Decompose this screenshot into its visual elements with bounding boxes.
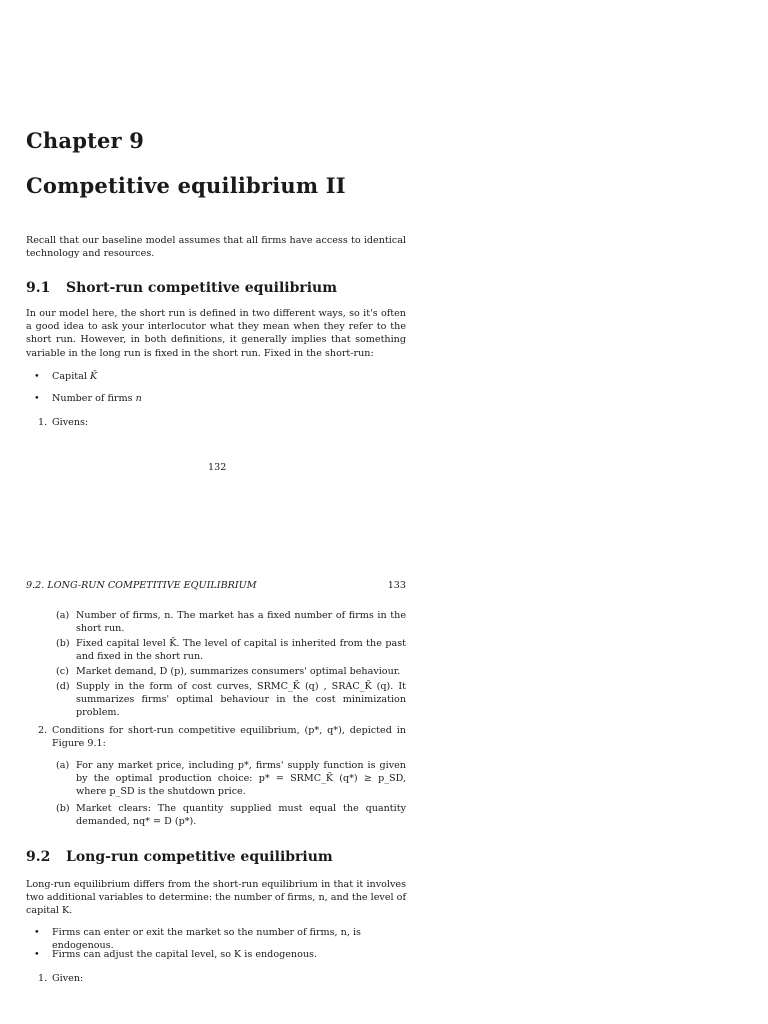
condition-item-b	[26, 802, 406, 828]
bullet-firms-text: Number of firms	[52, 393, 136, 404]
enum-label: 1.	[38, 973, 48, 984]
enum-label: 2.	[38, 725, 48, 736]
bullet-capital	[26, 370, 406, 383]
given-item-a	[26, 609, 406, 635]
item-label: (b)	[56, 638, 70, 649]
section-9-2-paragraph: Long-run equilibrium differs from the short-run equilibrium in that it involves two additional variables to determine: the number of firms, n, and the level of capital K.	[26, 879, 406, 917]
bullet-capital-text: Capital	[52, 371, 90, 382]
item-label: (c)	[56, 666, 69, 677]
intro-paragraph: Recall that our baseline model assumes that all firms have access to identical technology and resources.	[26, 235, 406, 260]
enum-item-givens	[26, 416, 406, 429]
conditions-list	[26, 759, 406, 828]
section-title: Long-run competitive equilibrium	[66, 849, 333, 865]
enum-item-given	[26, 972, 406, 985]
chapter-title: Competitive equilibrium II	[26, 173, 346, 198]
bullet-firms-endogenous: • Firms can enter or exit the market so the number of firms, n, is endogenous.	[26, 926, 406, 952]
given-item-c	[26, 665, 406, 678]
condition-item-a	[26, 759, 406, 798]
given-item-d	[26, 680, 406, 719]
item-label: (d)	[56, 681, 70, 692]
enum-text: Givens:	[52, 417, 89, 428]
enum-text: Conditions for short-run competitive equilibrium, (p*, q*), depicted in Figure 9.1:	[52, 725, 406, 749]
chapter-number: Chapter 9	[26, 128, 145, 153]
enum-label: 1.	[38, 417, 48, 428]
section-heading-9-2	[26, 849, 406, 865]
enum-text: Given:	[52, 973, 84, 984]
page-number-132: 132	[208, 462, 227, 473]
firms-symbol: n	[135, 393, 142, 404]
section-heading-9-1	[26, 280, 406, 296]
section-9-1-paragraph: In our model here, the short run is defined in two different ways, so it's often a good idea to ask your interlocutor what they mean when they refer to the short run. However, in both definitions, it generally implies that something variable in the long run is fixed in the short run. Fixed in the short-run:	[26, 308, 406, 359]
bullet-number-of-firms	[26, 392, 406, 405]
item-text: For any market price, including p*, firms' supply function is given by the optimal production choice: p* = SRMC_K̄ (q*) ≥ p_SD, where p_SD is the shutdown price.	[76, 760, 406, 797]
item-label: (a)	[56, 610, 70, 621]
given-item-b	[26, 637, 406, 663]
item-label: (a)	[56, 760, 70, 771]
page-number-133: 133	[387, 580, 406, 591]
item-label: (b)	[56, 803, 70, 814]
item-text: Market demand, D (p), summarizes consumers' optimal behaviour.	[76, 666, 401, 677]
capital-symbol: K̄	[89, 371, 98, 382]
bullet-capital-endogenous: • Firms can adjust the capital level, so K is endogenous.	[26, 948, 406, 961]
item-text: Market clears: The quantity supplied must equal the quantity demanded, nq* = D (p*).	[76, 803, 406, 827]
section-number: 9.1	[26, 280, 51, 296]
givens-list	[26, 609, 406, 719]
item-text: Fixed capital level K̄. The level of capital is inherited from the past and fixed in the short run.	[76, 638, 406, 662]
running-header-title: 9.2. LONG-RUN COMPETITIVE EQUILIBRIUM	[26, 580, 257, 591]
item-text: Number of firms, n. The market has a fixed number of firms in the short run.	[76, 610, 406, 634]
section-title: Short-run competitive equilibrium	[66, 280, 338, 296]
item-text: Supply in the form of cost curves, SRMC_K̄ (q) , SRAC_K̄ (q). It summarizes firms' optimal behaviour in the cost minimization problem.	[76, 681, 406, 718]
running-header	[26, 580, 406, 591]
enum-item-conditions	[26, 724, 406, 750]
section-number: 9.2	[26, 849, 51, 865]
